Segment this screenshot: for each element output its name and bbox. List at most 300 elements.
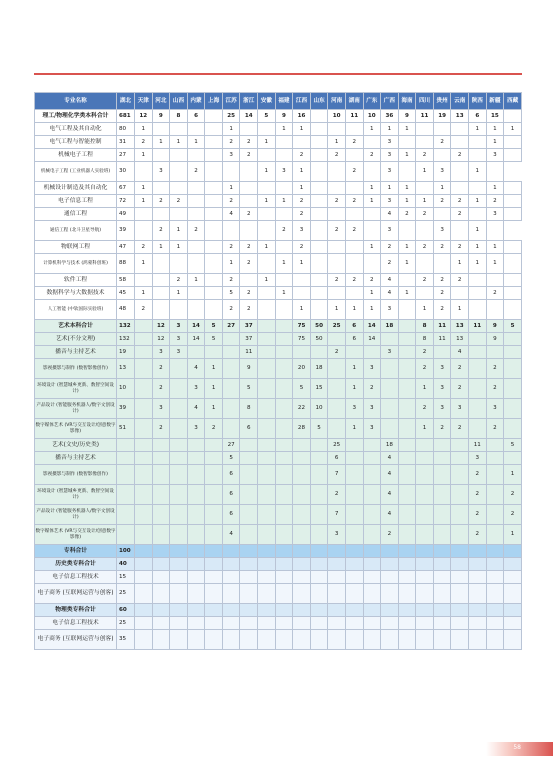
table-row xyxy=(35,320,522,333)
province-count-cell xyxy=(222,571,240,584)
province-count-cell xyxy=(293,604,311,617)
province-count-cell xyxy=(205,274,223,287)
province-count-cell: 2 xyxy=(328,195,346,208)
province-count-cell: 2 xyxy=(433,274,451,287)
province-count-cell xyxy=(293,485,311,505)
province-count-cell xyxy=(398,558,416,571)
province-count-cell: 1 xyxy=(363,123,381,136)
province-count-cell xyxy=(451,604,469,617)
province-count-cell xyxy=(468,287,486,300)
province-count-cell xyxy=(293,465,311,485)
province-count-cell: 2 xyxy=(345,221,363,241)
province-count-cell: 9 xyxy=(152,110,170,123)
table-row xyxy=(35,149,522,162)
province-count-cell xyxy=(187,195,205,208)
province-count-cell: 2 xyxy=(222,274,240,287)
province-count-cell: 2 xyxy=(468,505,486,525)
province-count-cell xyxy=(363,136,381,149)
total-cell: 88 xyxy=(117,254,135,274)
province-count-cell xyxy=(187,208,205,221)
province-count-cell: 2 xyxy=(345,274,363,287)
table-row xyxy=(35,452,522,465)
province-count-cell: 1 xyxy=(451,254,469,274)
province-count-cell: 3 xyxy=(381,300,399,320)
province-count-cell: 1 xyxy=(152,241,170,254)
province-count-cell: 2 xyxy=(416,274,434,287)
province-count-cell xyxy=(222,419,240,439)
province-count-cell xyxy=(416,221,434,241)
province-count-cell: 2 xyxy=(416,241,434,254)
province-count-cell: 1 xyxy=(433,182,451,195)
province-count-cell xyxy=(486,439,504,452)
total-cell: 25 xyxy=(117,617,135,630)
province-count-cell xyxy=(293,617,311,630)
province-count-cell xyxy=(310,630,328,650)
major-name-cell: 专科合计 xyxy=(35,545,117,558)
province-count-cell xyxy=(258,617,276,630)
province-count-cell xyxy=(205,558,223,571)
province-count-cell xyxy=(328,287,346,300)
province-count-cell xyxy=(275,274,293,287)
province-count-cell xyxy=(205,617,223,630)
province-count-cell xyxy=(135,545,153,558)
province-count-cell xyxy=(504,558,522,571)
province-count-cell xyxy=(451,630,469,650)
province-count-cell: 2 xyxy=(293,195,311,208)
province-count-cell: 6 xyxy=(345,333,363,346)
province-count-cell xyxy=(275,379,293,399)
province-count-cell: 2 xyxy=(135,136,153,149)
province-count-cell xyxy=(381,399,399,419)
header-province: 江西 xyxy=(293,93,311,110)
province-count-cell: 14 xyxy=(363,320,381,333)
province-count-cell xyxy=(398,359,416,379)
province-count-cell: 1 xyxy=(205,379,223,399)
province-count-cell xyxy=(170,571,188,584)
province-count-cell: 1 xyxy=(468,123,486,136)
province-count-cell: 6 xyxy=(328,452,346,465)
province-count-cell xyxy=(416,254,434,274)
province-count-cell: 14 xyxy=(240,110,258,123)
province-count-cell xyxy=(398,439,416,452)
province-count-cell: 1 xyxy=(222,182,240,195)
table-row xyxy=(35,419,522,439)
province-count-cell xyxy=(205,208,223,221)
province-count-cell xyxy=(187,452,205,465)
province-count-cell xyxy=(328,359,346,379)
total-cell: 30 xyxy=(117,162,135,182)
province-count-cell xyxy=(240,162,258,182)
province-count-cell: 50 xyxy=(310,320,328,333)
province-count-cell xyxy=(468,333,486,346)
province-count-cell xyxy=(416,123,434,136)
province-count-cell xyxy=(275,208,293,221)
province-count-cell xyxy=(398,333,416,346)
province-count-cell xyxy=(293,545,311,558)
province-count-cell xyxy=(468,274,486,287)
province-count-cell xyxy=(451,584,469,604)
province-count-cell: 75 xyxy=(293,333,311,346)
province-count-cell xyxy=(170,617,188,630)
province-count-cell xyxy=(240,465,258,485)
province-count-cell xyxy=(398,346,416,359)
table-row xyxy=(35,300,522,320)
province-count-cell xyxy=(152,452,170,465)
province-count-cell xyxy=(345,465,363,485)
province-count-cell xyxy=(187,584,205,604)
header-province: 安徽 xyxy=(258,93,276,110)
province-count-cell xyxy=(451,617,469,630)
province-count-cell: 2 xyxy=(152,419,170,439)
header-province: 山西 xyxy=(170,93,188,110)
province-count-cell: 1 xyxy=(187,136,205,149)
province-count-cell xyxy=(187,465,205,485)
province-count-cell: 2 xyxy=(152,195,170,208)
province-count-cell xyxy=(486,558,504,571)
province-count-cell xyxy=(345,182,363,195)
province-count-cell xyxy=(416,287,434,300)
province-count-cell xyxy=(416,136,434,149)
header-province: 湖北 xyxy=(117,93,135,110)
province-count-cell: 1 xyxy=(504,123,522,136)
table-row xyxy=(35,346,522,359)
province-count-cell xyxy=(275,359,293,379)
province-count-cell: 1 xyxy=(135,287,153,300)
province-count-cell xyxy=(258,399,276,419)
province-count-cell xyxy=(258,525,276,545)
province-count-cell: 4 xyxy=(222,208,240,221)
province-count-cell: 2 xyxy=(345,195,363,208)
province-count-cell xyxy=(170,399,188,419)
major-name-cell: 产品设计 (智能服务机器人/数字文创设计) xyxy=(35,399,117,419)
province-count-cell xyxy=(468,346,486,359)
province-count-cell xyxy=(240,630,258,650)
province-count-cell xyxy=(345,241,363,254)
province-count-cell xyxy=(152,545,170,558)
province-count-cell: 6 xyxy=(222,465,240,485)
table-row xyxy=(35,399,522,419)
province-count-cell xyxy=(433,505,451,525)
province-count-cell: 3 xyxy=(170,346,188,359)
table-row xyxy=(35,571,522,584)
province-count-cell xyxy=(504,571,522,584)
province-count-cell: 1 xyxy=(293,123,311,136)
province-count-cell xyxy=(398,399,416,419)
province-count-cell: 3 xyxy=(187,419,205,439)
province-count-cell: 3 xyxy=(433,399,451,419)
major-name-cell: 环境设计 (智慧城乡更新、数智空间设计) xyxy=(35,485,117,505)
province-count-cell xyxy=(152,254,170,274)
province-count-cell xyxy=(328,604,346,617)
province-count-cell xyxy=(135,346,153,359)
province-count-cell xyxy=(152,630,170,650)
province-count-cell xyxy=(486,274,504,287)
province-count-cell xyxy=(398,320,416,333)
enrollment-table xyxy=(34,92,522,650)
province-count-cell xyxy=(486,465,504,485)
province-count-cell xyxy=(363,505,381,525)
province-count-cell: 11 xyxy=(433,333,451,346)
province-count-cell xyxy=(258,419,276,439)
province-count-cell xyxy=(504,419,522,439)
province-count-cell: 3 xyxy=(468,452,486,465)
province-count-cell xyxy=(275,419,293,439)
province-count-cell xyxy=(135,571,153,584)
total-cell: 67 xyxy=(117,182,135,195)
province-count-cell: 75 xyxy=(293,320,311,333)
province-count-cell: 2 xyxy=(170,274,188,287)
province-count-cell xyxy=(310,149,328,162)
total-cell: 132 xyxy=(117,320,135,333)
province-count-cell: 10 xyxy=(328,110,346,123)
total-cell: 35 xyxy=(117,630,135,650)
province-count-cell xyxy=(205,136,223,149)
province-count-cell xyxy=(205,123,223,136)
province-count-cell: 1 xyxy=(170,287,188,300)
province-count-cell xyxy=(451,558,469,571)
province-count-cell xyxy=(152,208,170,221)
province-count-cell: 3 xyxy=(381,162,399,182)
header-province: 内蒙 xyxy=(187,93,205,110)
province-count-cell: 6 xyxy=(187,110,205,123)
province-count-cell xyxy=(240,221,258,241)
major-name-cell: 播音与主持艺术 xyxy=(35,346,117,359)
major-name-cell: 电子信息工程技术 xyxy=(35,617,117,630)
province-count-cell xyxy=(205,346,223,359)
major-name-cell: 播音与主持艺术 xyxy=(35,452,117,465)
province-count-cell xyxy=(258,465,276,485)
province-count-cell xyxy=(187,346,205,359)
province-count-cell: 2 xyxy=(187,221,205,241)
province-count-cell xyxy=(468,149,486,162)
province-count-cell xyxy=(381,333,399,346)
province-count-cell xyxy=(451,525,469,545)
province-count-cell xyxy=(486,525,504,545)
province-count-cell: 6 xyxy=(240,419,258,439)
province-count-cell xyxy=(398,465,416,485)
province-count-cell xyxy=(152,287,170,300)
table-row xyxy=(35,274,522,287)
province-count-cell: 3 xyxy=(152,162,170,182)
province-count-cell xyxy=(345,630,363,650)
province-count-cell xyxy=(152,505,170,525)
province-count-cell xyxy=(170,208,188,221)
province-count-cell xyxy=(310,465,328,485)
province-count-cell: 2 xyxy=(486,359,504,379)
province-count-cell xyxy=(205,584,223,604)
total-cell: 39 xyxy=(117,221,135,241)
province-count-cell xyxy=(310,123,328,136)
province-count-cell: 6 xyxy=(222,505,240,525)
province-count-cell: 14 xyxy=(187,333,205,346)
province-count-cell xyxy=(504,182,522,195)
province-count-cell xyxy=(187,485,205,505)
province-count-cell xyxy=(275,320,293,333)
province-count-cell xyxy=(363,485,381,505)
province-count-cell xyxy=(205,287,223,300)
province-count-cell xyxy=(310,525,328,545)
province-count-cell xyxy=(258,485,276,505)
province-count-cell: 2 xyxy=(451,195,469,208)
province-count-cell xyxy=(345,439,363,452)
province-count-cell: 13 xyxy=(451,320,469,333)
province-count-cell xyxy=(170,359,188,379)
province-count-cell: 2 xyxy=(275,221,293,241)
province-count-cell xyxy=(381,584,399,604)
province-count-cell: 2 xyxy=(240,287,258,300)
header-province: 海南 xyxy=(398,93,416,110)
province-count-cell xyxy=(293,346,311,359)
province-count-cell xyxy=(486,452,504,465)
province-count-cell: 15 xyxy=(486,110,504,123)
province-count-cell xyxy=(310,195,328,208)
header-province: 西藏 xyxy=(504,93,522,110)
table-row xyxy=(35,110,522,123)
province-count-cell: 1 xyxy=(275,254,293,274)
major-name-cell: 人工智能 (中软国际实验班) xyxy=(35,300,117,320)
province-count-cell xyxy=(170,630,188,650)
province-count-cell: 2 xyxy=(240,136,258,149)
province-count-cell: 1 xyxy=(170,136,188,149)
province-count-cell: 3 xyxy=(345,399,363,419)
province-count-cell: 3 xyxy=(363,359,381,379)
province-count-cell: 1 xyxy=(205,399,223,419)
province-count-cell xyxy=(328,419,346,439)
province-count-cell: 2 xyxy=(433,300,451,320)
province-count-cell xyxy=(275,505,293,525)
province-count-cell: 1 xyxy=(345,379,363,399)
province-count-cell xyxy=(363,465,381,485)
province-count-cell xyxy=(398,604,416,617)
province-count-cell xyxy=(205,571,223,584)
province-count-cell: 1 xyxy=(468,195,486,208)
province-count-cell xyxy=(170,525,188,545)
table-row xyxy=(35,505,522,525)
province-count-cell xyxy=(504,452,522,465)
province-count-cell xyxy=(433,452,451,465)
province-count-cell: 2 xyxy=(433,419,451,439)
province-count-cell: 12 xyxy=(135,110,153,123)
province-count-cell xyxy=(240,505,258,525)
province-count-cell: 37 xyxy=(240,320,258,333)
province-count-cell xyxy=(381,571,399,584)
province-count-cell: 2 xyxy=(293,208,311,221)
province-count-cell xyxy=(310,452,328,465)
province-count-cell: 11 xyxy=(345,110,363,123)
province-count-cell xyxy=(504,110,522,123)
total-cell xyxy=(117,505,135,525)
province-count-cell xyxy=(416,465,434,485)
province-count-cell xyxy=(258,123,276,136)
province-count-cell xyxy=(258,300,276,320)
province-count-cell xyxy=(363,221,381,241)
province-count-cell xyxy=(328,241,346,254)
province-count-cell xyxy=(433,545,451,558)
province-count-cell xyxy=(205,182,223,195)
province-count-cell xyxy=(135,505,153,525)
province-count-cell: 8 xyxy=(170,110,188,123)
total-cell: 58 xyxy=(117,274,135,287)
province-count-cell xyxy=(398,379,416,399)
table-row xyxy=(35,241,522,254)
province-count-cell xyxy=(433,254,451,274)
province-count-cell: 5 xyxy=(222,452,240,465)
province-count-cell: 2 xyxy=(205,419,223,439)
province-count-cell xyxy=(152,604,170,617)
province-count-cell: 2 xyxy=(451,419,469,439)
province-count-cell xyxy=(398,630,416,650)
province-count-cell xyxy=(433,485,451,505)
province-count-cell: 16 xyxy=(293,110,311,123)
province-count-cell xyxy=(451,221,469,241)
province-count-cell: 3 xyxy=(381,221,399,241)
province-count-cell xyxy=(504,379,522,399)
province-count-cell: 9 xyxy=(398,110,416,123)
table-row xyxy=(35,136,522,149)
province-count-cell: 2 xyxy=(187,162,205,182)
province-count-cell: 11 xyxy=(416,110,434,123)
province-count-cell: 1 xyxy=(504,525,522,545)
province-count-cell xyxy=(504,333,522,346)
province-count-cell: 9 xyxy=(240,359,258,379)
province-count-cell: 5 xyxy=(222,287,240,300)
province-count-cell: 2 xyxy=(293,241,311,254)
province-count-cell xyxy=(135,604,153,617)
province-count-cell: 7 xyxy=(328,505,346,525)
province-count-cell xyxy=(187,182,205,195)
province-count-cell: 2 xyxy=(381,241,399,254)
province-count-cell xyxy=(468,399,486,419)
province-count-cell xyxy=(345,254,363,274)
province-count-cell: 4 xyxy=(187,399,205,419)
province-count-cell xyxy=(433,525,451,545)
province-count-cell xyxy=(451,465,469,485)
province-count-cell xyxy=(363,346,381,359)
province-count-cell xyxy=(258,287,276,300)
province-count-cell xyxy=(504,359,522,379)
province-count-cell xyxy=(275,333,293,346)
table-row xyxy=(35,123,522,136)
province-count-cell xyxy=(293,439,311,452)
province-count-cell: 9 xyxy=(486,320,504,333)
province-count-cell xyxy=(275,584,293,604)
province-count-cell xyxy=(451,162,469,182)
province-count-cell: 10 xyxy=(363,110,381,123)
major-name-cell: 数字媒体艺术 (VR与交互设计/创意数字影像) xyxy=(35,419,117,439)
province-count-cell xyxy=(486,584,504,604)
province-count-cell: 1 xyxy=(398,195,416,208)
province-count-cell xyxy=(310,604,328,617)
province-count-cell: 2 xyxy=(433,136,451,149)
total-cell xyxy=(117,452,135,465)
province-count-cell xyxy=(205,485,223,505)
province-count-cell xyxy=(416,439,434,452)
province-count-cell xyxy=(398,505,416,525)
major-name-cell: 影视摄影与制作 (数智影像创作) xyxy=(35,465,117,485)
province-count-cell xyxy=(363,525,381,545)
header-province: 河南 xyxy=(328,93,346,110)
province-count-cell xyxy=(187,287,205,300)
province-count-cell xyxy=(187,571,205,584)
province-count-cell xyxy=(345,208,363,221)
province-count-cell xyxy=(468,558,486,571)
province-count-cell xyxy=(187,525,205,545)
province-count-cell xyxy=(381,359,399,379)
province-count-cell: 2 xyxy=(240,254,258,274)
province-count-cell xyxy=(310,505,328,525)
province-count-cell: 3 xyxy=(381,346,399,359)
province-count-cell: 11 xyxy=(433,320,451,333)
